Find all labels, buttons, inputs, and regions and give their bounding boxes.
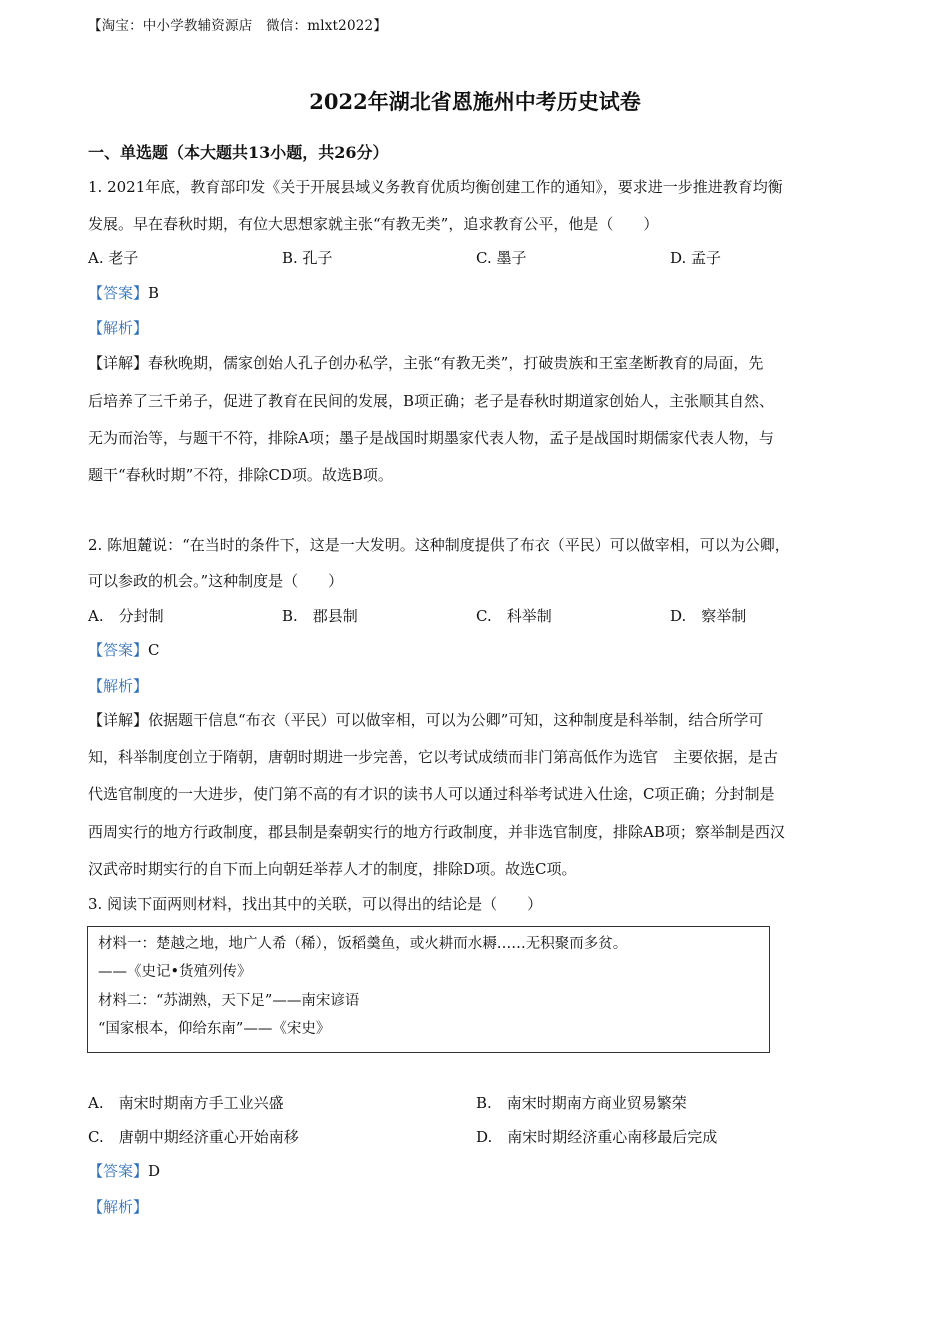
- q1-detail-line: 题干“春秋时期”不符，排除CD项。故选B项。: [88, 466, 393, 484]
- q2-option-a: A. 分封制: [88, 607, 164, 625]
- q2-answer: [88, 640, 160, 660]
- answer-value: B: [148, 284, 160, 302]
- q1-stem-line: 1. 2021年底，教育部印发《关于开展县域义务教育优质均衡创建工作的通知》，要求进一步推进教育均衡: [88, 178, 783, 196]
- q1-option-d: D. 孟子: [670, 249, 722, 267]
- material-line: 材料二：“苏湖熟，天下足”——南宋谚语: [98, 993, 360, 1009]
- q2-option-c: C. 科举制: [476, 607, 552, 625]
- material-line: 材料一：楚越之地，地广人希（稀），饭稻羹鱼，或火耕而水耨……无积聚而多贫。: [98, 936, 628, 952]
- q1-option-a: A. 老子: [88, 249, 139, 267]
- q1-detail-line: [88, 353, 763, 373]
- q1-option-b: B. 孔子: [282, 249, 333, 267]
- answer-label: 【答案】: [88, 641, 149, 659]
- q3-stem: 3. 阅读下面两则材料，找出其中的关联，可以得出的结论是（ ）: [88, 895, 543, 913]
- q2-stem-line: 2. 陈旭麓说：“在当时的条件下，这是一大发明。这种制度提供了布衣（平民）可以做宰相，可以为公卿，: [88, 536, 790, 554]
- detail-label: 【详解】: [88, 354, 149, 372]
- material-line: ——《史记•货殖列传》: [98, 964, 252, 980]
- material-line: “国家根本，仰给东南”——《宋史》: [98, 1021, 331, 1037]
- q1-stem-line: 发展。早在春秋时期，有位大思想家就主张“有教无类”，追求教育公平，他是（ ）: [88, 215, 659, 233]
- q1-detail-line: 无为而治等，与题干不符，排除A项；墨子是战国时期墨家代表人物，孟子是战国时期儒家代表人物，与: [88, 429, 774, 447]
- detail-text: 春秋晚期，儒家创始人孔子创办私学，主张“有教无类”，打破贵族和王室垄断教育的局面，先: [148, 354, 764, 372]
- q2-option-d: D. 察举制: [670, 607, 747, 625]
- q2-detail-line: 知，科举制度创立于隋朝，唐朝时期进一步完善，它以考试成绩而非门第高低作为选官 主要依据，是古: [88, 748, 779, 766]
- page-header: 【淘宝：中小学教辅资源店 微信：mlxt2022】: [88, 18, 388, 34]
- answer-label: 【答案】: [88, 1162, 149, 1180]
- q2-stem-line: 可以参政的机会。”这种制度是（ ）: [88, 572, 344, 590]
- page-title: 2022年湖北省恩施州中考历史试卷: [309, 89, 641, 114]
- section-heading: 一、单选题（本大题共13小题，共26分）: [88, 143, 389, 162]
- q2-detail-line: 西周实行的地方行政制度，郡县制是秦朝实行的地方行政制度，并非选官制度，排除AB项；察举制是西汉: [88, 823, 785, 841]
- q1-answer: [88, 283, 159, 303]
- q1-analysis-label: 【解析】: [88, 319, 149, 337]
- detail-text: 依据题干信息“布衣（平民）可以做宰相，可以为公卿”可知，这种制度是科举制，结合所学可: [148, 711, 764, 729]
- detail-label: 【详解】: [88, 711, 149, 729]
- q2-detail-line: 代选官制度的一大进步，使门第不高的有才识的读书人可以通过科举考试进入仕途，C项正确；分封制是: [88, 785, 775, 803]
- q2-detail-line: [88, 710, 763, 730]
- q3-option-b: B. 南宋时期南方商业贸易繁荣: [476, 1094, 687, 1112]
- answer-value: C: [148, 641, 160, 659]
- q3-answer: [88, 1161, 160, 1181]
- q1-option-c: C. 墨子: [476, 249, 527, 267]
- q2-option-b: B. 郡县制: [282, 607, 358, 625]
- answer-label: 【答案】: [88, 284, 149, 302]
- q3-option-c: C. 唐朝中期经济重心开始南移: [88, 1128, 299, 1146]
- q3-analysis-label: 【解析】: [88, 1198, 149, 1216]
- answer-value: D: [148, 1162, 161, 1180]
- q3-option-a: A. 南宋时期南方手工业兴盛: [88, 1094, 284, 1112]
- q3-material-box: [87, 926, 770, 1053]
- q2-detail-line: 汉武帝时期实行的自下而上向朝廷举荐人才的制度，排除D项。故选C项。: [88, 860, 577, 878]
- q2-analysis-label: 【解析】: [88, 677, 149, 695]
- q1-detail-line: 后培养了三千弟子，促进了教育在民间的发展，B项正确；老子是春秋时期道家创始人，主张顺其自然、: [88, 392, 775, 410]
- q3-option-d: D. 南宋时期经济重心南移最后完成: [476, 1128, 718, 1146]
